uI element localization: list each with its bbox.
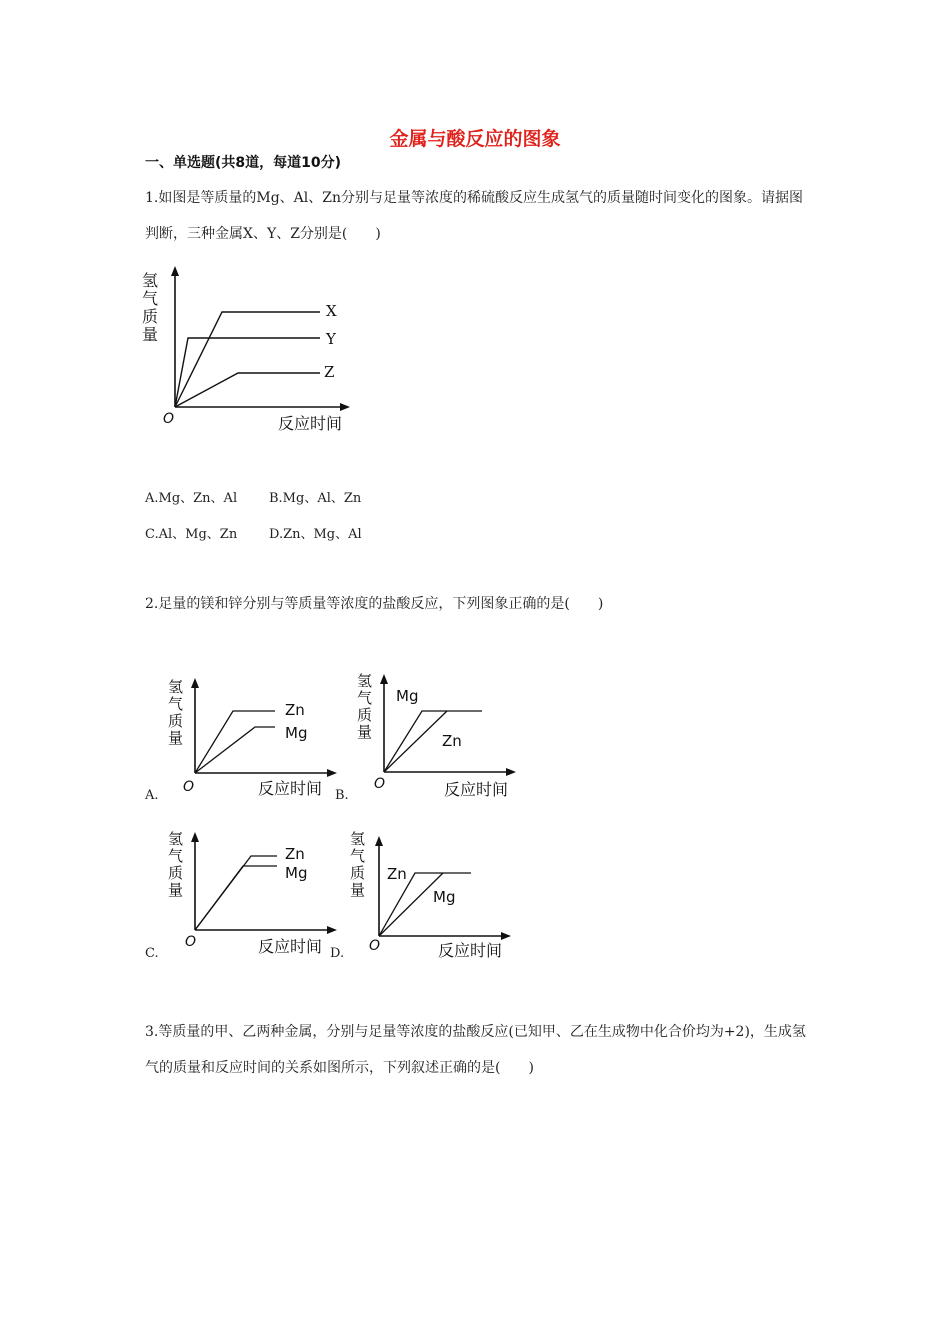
label-mg: Mg: [396, 687, 419, 705]
q2-graph-a[interactable]: [163, 672, 343, 804]
y-axis-char-4: 量: [168, 881, 184, 899]
y-axis-char-1: 氢: [168, 678, 184, 696]
line-z: [175, 373, 320, 407]
q2-option-a[interactable]: A.: [145, 788, 159, 803]
y-axis-char-2: 气: [357, 689, 373, 707]
y-axis-char-2: 气: [168, 847, 184, 865]
q2-option-c[interactable]: C.: [145, 946, 159, 961]
y-axis-char-1: 氢: [168, 830, 184, 848]
label-zn: Zn: [285, 845, 305, 863]
q2-graph-b[interactable]: [352, 664, 522, 802]
y-axis-char-3: 质: [168, 712, 184, 730]
question-3-text: 3.等质量的甲、乙两种金属，分别与足量等浓度的盐酸反应(已知甲、乙在生成物中化合价均为+2)，生成氢气的质量和反应时间的关系如图所示，下列叙述正确的是( ): [145, 1024, 806, 1076]
y-axis-char-1: 氢: [142, 271, 159, 290]
q1-option-d[interactable]: D.Zn、Mg、Al: [269, 527, 362, 542]
question-1-text: 1.如图是等质量的Mg、Al、Zn分别与足量等浓度的稀硫酸反应生成氢气的质量随时间变化的图象。请据图判断，三种金属X、Y、Z分别是( ): [145, 190, 803, 242]
section-heading: 一、单选题(共8道，每道10分): [145, 155, 342, 171]
q2-graph-c[interactable]: [163, 822, 343, 958]
y-axis-char-4: 量: [350, 881, 366, 899]
page-title: 金属与酸反应的图象: [389, 128, 561, 150]
line-mg: [195, 866, 277, 930]
q1-option-a[interactable]: A.Mg、Zn、Al: [145, 491, 238, 506]
origin-label: O: [183, 779, 195, 795]
y-axis-char-4: 量: [357, 723, 373, 741]
x-axis-label: 反应时间: [444, 780, 509, 799]
label-mg: Mg: [285, 864, 308, 882]
origin-label: O: [369, 938, 381, 954]
y-axis-char-1: 氢: [357, 672, 373, 690]
y-axis-char-3: 质: [357, 706, 373, 724]
q2-option-d[interactable]: D.: [330, 946, 345, 961]
y-axis-char-4: 量: [168, 729, 184, 747]
label-y: Y: [326, 330, 336, 348]
q2-graph-d[interactable]: [345, 824, 515, 962]
origin-label: O: [185, 934, 197, 950]
y-axis-char-1: 氢: [350, 830, 366, 848]
label-zn: Zn: [285, 701, 305, 719]
label-z: Z: [324, 363, 335, 381]
y-axis-char-2: 气: [350, 847, 366, 865]
y-axis-char-3: 质: [142, 307, 159, 326]
y-axis-char-2: 气: [142, 289, 159, 308]
question-1-graph: [140, 262, 360, 440]
y-axis-char-2: 气: [168, 695, 184, 713]
y-axis-char-3: 质: [168, 864, 184, 882]
label-zn: Zn: [442, 732, 462, 750]
line-x: [175, 312, 320, 407]
line-mg: [195, 727, 275, 773]
line-zn: [195, 856, 277, 930]
x-axis-label: 反应时间: [258, 937, 323, 956]
q2-option-b[interactable]: B.: [335, 788, 349, 803]
origin-label: O: [163, 411, 175, 427]
label-mg: Mg: [285, 724, 308, 742]
label-zn: Zn: [387, 865, 407, 883]
q1-option-c[interactable]: C.Al、Mg、Zn: [145, 527, 238, 542]
y-axis-char-4: 量: [142, 325, 159, 344]
line-mg: [384, 711, 482, 772]
x-axis-label: 反应时间: [258, 779, 323, 798]
label-x: X: [326, 302, 337, 320]
origin-label: O: [374, 776, 386, 792]
q1-option-b[interactable]: B.Mg、Al、Zn: [269, 491, 362, 506]
line-zn: [384, 711, 447, 772]
label-mg: Mg: [433, 888, 456, 906]
question-2-text: 2.足量的镁和锌分别与等质量等浓度的盐酸反应，下列图象正确的是( ): [145, 596, 604, 612]
x-axis-label: 反应时间: [438, 941, 503, 960]
x-axis-label: 反应时间: [278, 414, 343, 433]
y-axis-char-3: 质: [350, 864, 366, 882]
